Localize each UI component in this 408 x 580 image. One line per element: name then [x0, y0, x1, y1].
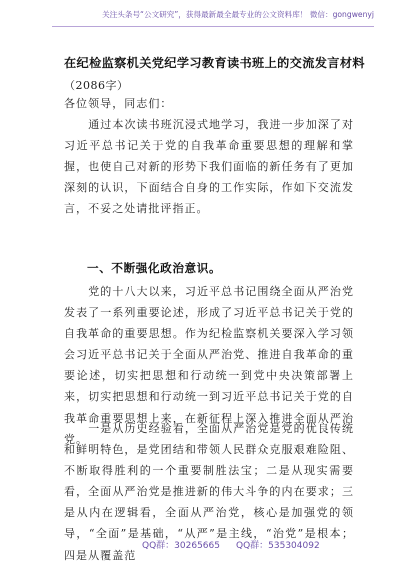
word-count: （2086字） — [64, 79, 129, 92]
body-paragraph-2: 一是从历史经验看，全面从严治党是党的优良传统和鲜明特色，是党团结和带领人民群众克服艰难险阻、不断取得胜利的一个重要制胜法宝；二是从现实需要看，全面从严治党是推进新的伟大斗争的内在要求；三是从内在逻辑看，全面从严治党，核心是加强党的领导，“全面”是基础，“从严”是主线，“治党”是根本；四是从覆盖范 — [64, 422, 354, 562]
header-divider — [52, 26, 374, 27]
section-heading: 一、不断强化政治意识。 — [87, 261, 222, 275]
intro-paragraph: 通过本次读书班沉浸式地学习，我进一步加深了对习近平总书记关于党的自我革命重要思想的理解和掌握，也使自己对新的形势下我们面临的新任务有了更加深刻的认识，下面结合自身的工作实际，作如下交流发言，不妥之处请批评指正。 — [64, 118, 354, 216]
footer-qq-1: QQ群：30265665 — [142, 541, 220, 551]
footer-contacts — [142, 538, 320, 551]
salutation: 各位领导，同志们： — [64, 97, 173, 110]
body-paragraph-1: 党的十八大以来，习近平总书记围绕全面从严治党发表了一系列重要论述，形成了习近平总书记关于党的自我革命的重要思想。作为纪检监察机关要深入学习领会习近平总书记关于全面从严治党、推进自我革命的重要论述，切实把思想和行动统一到党中央决策部署上来，切实把思想和行动统一到习近平总书记关于党的自我革命重要思想上来，在新征程上深入推进全面从严治党。 — [64, 285, 354, 446]
document-title: 在纪检监察机关党纪学习教育读书班上的交流发言材料 — [64, 56, 365, 70]
header-note: 关注头条号“公文研究”，获得最新最全最专业的公文资料库！ 微信：gongwenyj — [102, 10, 374, 19]
footer-qq-2: QQ群：535304092 — [235, 541, 320, 551]
